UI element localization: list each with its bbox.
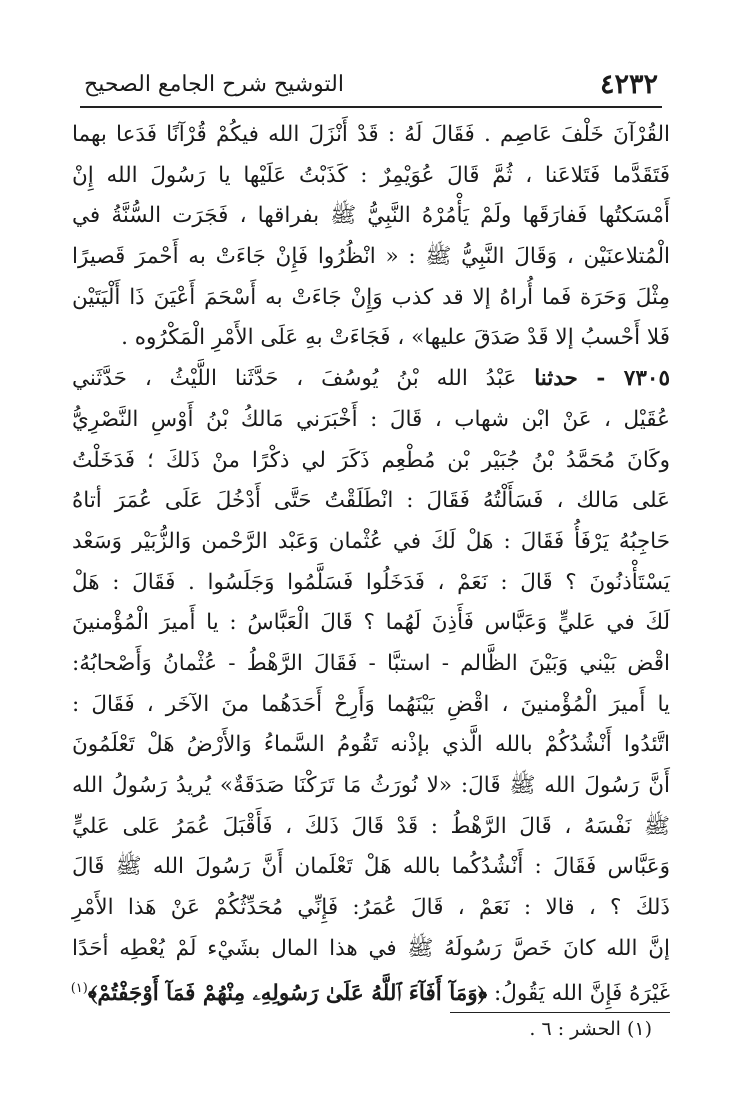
- text-line: حَاجِبُهُ يَرْفَأُ فَقَالَ : هَلْ لَكَ في عُثْمان وَعَبْد الرَّحْمن وَالزُّبَيْر وَسَعْد: [72, 528, 670, 554]
- page-number: ٤٢٣٢: [599, 68, 658, 100]
- text-line: لَكَ في عَليٍّ وَعَبَّاس فَأَذِنَ لَهُما ؟ قَالَ الْعَبَّاسُ : يا أَميرَ الْمُؤْمنينَ: [72, 610, 670, 636]
- footnote-divider: [450, 1012, 670, 1013]
- text-line: اتَّئدُوا أَنْشُدُكُمْ بالله الَّذي بإذْنه تَقُومُ السَّماءُ وَالأَرْضُ هَلْ تَعْلَمُونَ: [72, 732, 670, 758]
- text-line: يا أَميرَ الْمُؤْمنينَ ، اقْضِ بَيْنَهُما وَأَرِحْ أَحَدَهُما منَ الآخَر ، فَقَالَ :: [72, 691, 670, 717]
- text-line: فَتَقَدَّما فَتَلاعَنا ، ثُمَّ قَالَ عُوَيْمِرٌ : كَذَبْتُ عَلَيْها يا رَسُولَ الله إِنْ: [72, 162, 670, 188]
- footnote: (١) الحشر : ٦ .: [529, 1018, 652, 1040]
- text-line: الْمُتلاعنَيْن ، وَقَالَ النَّبِيُّ ﷺ : « انْظُرُوا فَإِنْ جَاءَتْ به أَحْمرَ قَصيرًا: [72, 244, 670, 270]
- text-line: وَعَبَّاس فَقَالَ : أَنْشُدُكُما بالله هَلْ تَعْلَمان أَنَّ رَسُولَ الله ﷺ قَالَ: [72, 854, 670, 880]
- text-line: اقْض بَيْني وَبَيْنَ الظَّالم - استبَّا - فَقَالَ الرَّهْطُ - عُثْمانُ وَأَصْحابُهُ:: [72, 650, 670, 676]
- text-line: عُقَيْل ، عَنْ ابْن شهاب ، قَالَ : أَخْبَرَني مَالكُ بْنُ أَوْسِ النَّصْرِيُّ: [72, 406, 670, 432]
- page-header: [84, 64, 658, 104]
- text-line: ﷺ نَفْسَهُ ، قَالَ الرَّهْطُ : قَدْ قَالَ ذَلكَ ، فَأَقْبَلَ عُمَرُ عَلى عَليٍّ: [72, 813, 670, 839]
- text-line: يَسْتَأْذنُونَ ؟ قَالَ : نَعَمْ ، فَدَخَلُوا فَسَلَّمُوا وَجَلَسُوا . فَقَالَ : هَلْ: [72, 569, 670, 595]
- text-line: وكَانَ مُحَمَّدُ بْنُ جُبَيْر بْن مُطْعِم ذَكَرَ لي ذكْرًا منْ ذَلكَ ؛ فَدَخَلْتُ: [72, 447, 670, 473]
- text-line: أَمْسَكتُها فَفارَقَها ولَمْ يَأْمُرْهُ النَّبِيُّ ﷺ بفراقها ، فَجَرَت السُّنَّةُ في: [72, 203, 670, 229]
- text-line: فَلا أَحْسبُ إلا قَدْ صَدَقَ عليها» ، فَجَاءَتْ بهِ عَلَى الأَمْرِ الْمَكْرُوه .: [121, 325, 670, 351]
- text-line: أَنَّ رَسُولَ الله ﷺ قَالَ: «لا نُورَثُ مَا تَرَكْنَا صَدَقَةٌ» يُريدُ رَسُولُ الله: [72, 773, 670, 798]
- text-line: ذَلكَ ؟ ، قالا : نَعَمْ ، قَالَ عُمَرُ: فَإِنِّي مُحَدِّثُكُمْ عَنْ هَذا الأَمْرِ: [72, 895, 670, 921]
- text-line: القُرْآنَ خَلْفَ عَاصِم . فَقَالَ لَهُ : قَدْ أَنْزَلَ الله فيكُمْ قُرْآنًا فَدَعا بهما: [72, 122, 670, 147]
- hadith-number: ٧٣٠٥ - حدثنا: [534, 366, 670, 392]
- text-line: [72, 969, 670, 1010]
- header-divider: [80, 106, 662, 108]
- text-line: مِثْلَ وَحَرَة فَما أُراهُ إلا قد كذب وَإِنْ جَاءَتْ به أَسْحَمَ أَعْيَنَ ذَا أَلْيَتَيْن: [72, 284, 670, 310]
- quran-verse: ﴿وَمَآ أَفَآءَ ٱللَّهُ عَلَىٰ رَسُولِهِۦ مِنْهُمْ فَمَآ أَوْجَفْتُمْ﴾: [87, 981, 488, 1007]
- book-title: التوشيح شرح الجامع الصحيح: [84, 71, 344, 97]
- quran-verse-line: غَيْرَهُ فَإِنَّ الله يَقُولُ: ﴿وَمَآ أَفَآءَ ٱللَّهُ عَلَىٰ رَسُولِهِۦ مِنْهُمْ فَمَآ أَوْجَفْتُمْ﴾: [87, 981, 670, 1007]
- footnote-marker: (١): [70, 981, 88, 997]
- body-text: [72, 115, 670, 1010]
- text-line: عَلى مَالك ، فَسَأَلْتُهُ فَقَالَ : انْطَلَقْتُ حَتَّى أَدْخُلَ عَلَى عُمَرَ أتاهُ: [72, 488, 670, 514]
- hadith-heading-line: ٧٣٠٥ - حدثنا عَبْدُ الله بْنُ يُوسُفَ ، حَدَّثَنا اللَّيْثُ ، حَدَّثَني: [72, 366, 670, 392]
- text-line: إنَّ الله كانَ خَصَّ رَسُولَهُ ﷺ في هذا المال بشَيْء لَمْ يُعْطِه أحَدًا: [72, 935, 670, 961]
